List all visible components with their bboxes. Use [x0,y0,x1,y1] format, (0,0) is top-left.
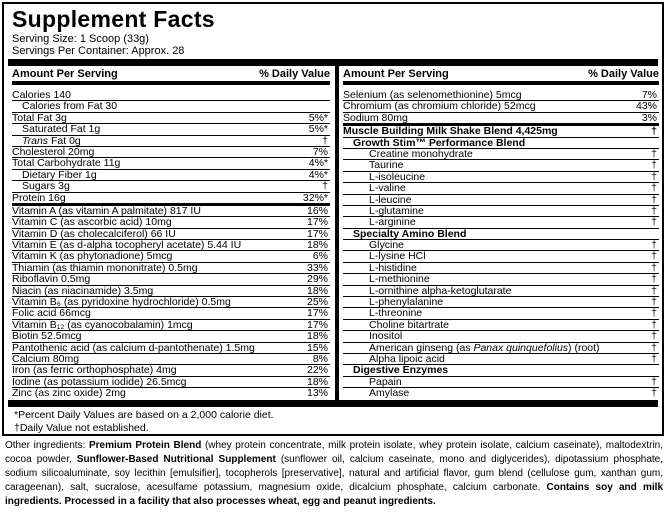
nutrient-name: L-isoleucine [369,170,426,183]
daily-value: † [651,250,657,263]
daily-value: 22% [306,364,328,377]
left-header [12,68,330,85]
nutrient-row [12,388,330,398]
daily-value: 5%* [308,111,328,124]
daily-value: † [651,204,657,217]
daily-value: 17% [306,227,328,240]
nutrient-name: Thiamin (as thiamin mononitrate) 0.5mg [12,261,198,274]
daily-value [328,101,330,111]
nutrient-row [343,217,659,228]
nutrient-row [12,217,330,228]
daily-value: 4%* [308,157,328,170]
daily-value: † [651,296,657,309]
nutrient-name: Growth Stim™ Performance Blend [353,136,526,149]
nutrient-row [343,388,659,398]
allergen-statement: Contains soy and milk ingredients. Processed in a facility that also processes wheat, egg and peanut ingredients. [5,482,664,507]
daily-value [657,229,659,239]
nutrient-name: Amylase [369,387,410,400]
daily-value: † [651,341,657,354]
nutrient-name: L-phenylalanine [369,296,444,309]
daily-value: 16% [306,204,328,217]
nutrient-name: L-ornithine alpha-ketoglutarate [369,284,512,297]
daily-value [328,90,330,100]
thick-divider [8,400,658,407]
daily-value: † [651,387,657,400]
daily-value-label: % Daily Value [588,68,659,80]
thick-divider [8,59,658,66]
daily-value: 18% [306,284,328,297]
nutrient-name: Iodine (as potassium iodide) 26.5mcg [12,375,187,388]
nutrient-name: Saturated Fat 1g [22,123,101,136]
nutrient-name: L-lysine HCl [369,250,426,263]
nutrient-row [12,124,330,135]
nutrient-name: Trans Fat 0g [22,134,81,147]
left-column [12,68,330,399]
nutrient-name: Specialty Amino Blend [353,227,467,240]
daily-value: † [651,261,657,274]
nutrient-name: Taurine [369,159,404,172]
nutrient-name: L-glutamine [369,204,424,217]
daily-value [657,365,659,375]
daily-value: † [651,284,657,297]
nutrient-name: Vitamin C (as ascorbic acid) 10mg [12,216,172,229]
nutrient-name: Vitamin E (as d-alpha tocopheryl acetate) 5.44 IU [12,239,242,252]
nutrient-name: Muscle Building Milk Shake Blend 4,425mg [343,125,558,138]
nutrient-name: Calories from Fat 30 [22,100,118,113]
daily-value: 18% [306,330,328,343]
nutrient-name: Zinc (as zinc oxide) 2mg [12,387,126,400]
nutrient-name: Vitamin B₁₂ (as cyanocobalamin) 1mcg [12,318,193,331]
daily-value: † [651,170,657,183]
nutrient-name: Vitamin K (as phytonadione) 5mcg [12,250,173,263]
servings-per-container: Servings Per Container: Approx. 28 [12,45,185,57]
nutrient-name: Vitamin B₆ (as pyridoxine hydrochloride) 0.5mg [12,296,231,309]
nutrient-row [12,331,330,342]
nutrient-name: Cholesterol 20mg [12,145,95,158]
nutrient-name: L-threonine [369,307,423,320]
nutrient-name: Total Fat 3g [12,111,67,124]
daily-value: 25% [306,296,328,309]
daily-value [657,138,659,148]
daily-value: † [651,330,657,343]
nutrient-name: Dietary Fiber 1g [22,168,97,181]
nutrient-name: L-histidine [369,261,417,274]
right-ingredient-list [343,90,659,399]
daily-value: 13% [306,387,328,400]
daily-value: † [651,193,657,206]
nutrient-name: Biotin 52.5mcg [12,330,82,343]
nutrient-name: Vitamin A (as vitamin A palmitate) 817 IU [12,204,201,217]
nutrient-row [343,126,659,137]
nutrient-name: Chromium (as chromium chloride) 52mcg [343,100,536,113]
nutrient-name: Iron (as ferric orthophosphate) 4mg [12,364,177,377]
nutrient-name: Selenium (as selenomethionine) 5mcg [343,89,522,101]
nutrient-name: Niacin (as niacinamide) 3.5mg [12,284,154,297]
daily-value: 43% [635,100,657,113]
left-nutrient-list [12,90,330,399]
nutrient-name: Choline bitartrate [369,318,449,331]
footnote-not-established: †Daily Value not established. [14,422,149,434]
daily-value: † [651,375,657,388]
footnote-daily-values: *Percent Daily Values are based on a 2,000 calorie diet. [14,409,274,421]
other-ingredients: Other ingredients: Premium Protein Blend (whey protein concentrate, milk protein isolate, whey protein isolate, calcium caseinate), maltodextrin, cocoa powder, Sunflower-Based Nutritional Supplement (sunflower oil, calcium caseinate, mono and diglycerides), dipotassium phosphate, sodium silicoaluminate, soy lecithin [emulsifier], tocopherols [preservative], natural and artificial flavor, gum blend (cellulose gum, xanthan gum, carageenan), salt, sucralose, acesulfame potassium, magnesium oxide, dicalcium phosphate, calcium carbonate. Contains soy and milk ingredients. Processed in a facility that also processes wheat, egg and peanut ingredients. [5,440,664,507]
nutrient-name: L-methionine [369,273,430,286]
daily-value-label: % Daily Value [259,68,330,80]
nutrient-name: Protein 16g [12,191,66,204]
nutrient-row [12,274,330,285]
daily-value: † [651,216,657,229]
nutrient-row [343,113,659,126]
nutrient-name: Pantothenic acid (as calcium d-pantothenate) 1.5mg [12,341,255,354]
nutrient-name: L-arginine [369,216,416,229]
nutrient-name: Calcium 80mg [12,352,80,365]
nutrient-name: Calories 140 [12,89,71,101]
blend-name: Sunflower-Based Nutritional Supplement [76,454,276,465]
daily-value: † [651,239,657,252]
nutrient-name: American ginseng (as Panax quinquefolius) (root) [369,341,600,354]
daily-value: † [651,273,657,286]
daily-value: † [651,318,657,331]
blend-name: Premium Protein Blend [89,440,202,451]
nutrient-row [12,193,330,206]
daily-value: 6% [312,250,328,263]
daily-value: † [651,147,657,160]
amount-per-serving-label: Amount Per Serving [343,68,449,80]
daily-value: † [651,352,657,365]
nutrient-name: Papain [369,375,402,388]
panel-title: Supplement Facts [12,6,215,32]
nutrient-name: Alpha lipoic acid [369,352,445,365]
nutrient-name: Creatine monohydrate [369,147,473,160]
daily-value: 7% [312,145,328,158]
right-column [343,68,659,399]
daily-value: 29% [306,273,328,286]
daily-value: † [651,125,657,138]
column-divider [335,62,339,404]
daily-value: 15% [306,341,328,354]
nutrient-name: Glycine [369,239,405,252]
daily-value: † [322,134,328,147]
daily-value: 3% [641,111,657,124]
daily-value: 17% [306,318,328,331]
nutrient-name: Vitamin D (as cholecalciferol) 66 IU [12,227,176,240]
daily-value: 8% [312,352,328,365]
daily-value: 33% [306,261,328,274]
nutrient-name: Riboflavin 0.5mg [12,273,91,286]
daily-value: 18% [306,375,328,388]
daily-value: † [651,159,657,172]
daily-value: 4%* [308,168,328,181]
daily-value: † [651,182,657,195]
daily-value: 18% [306,239,328,252]
daily-value: 32%* [302,191,328,204]
nutrient-name: L-leucine [369,193,412,206]
supplement-facts-panel [2,2,664,436]
nutrient-row [12,181,330,192]
nutrient-row [343,183,659,194]
nutrient-name: Total Carbohydrate 11g [12,157,121,170]
daily-value: 5%* [308,123,328,136]
nutrient-name: Digestive Enzymes [353,364,449,377]
daily-value: 17% [306,307,328,320]
nutrient-name: Folic acid 66mcg [12,307,91,320]
daily-value: † [322,180,328,193]
nutrient-name: Sodium 80mg [343,111,408,124]
nutrient-name: L-valine [369,182,406,195]
daily-value: † [651,307,657,320]
amount-per-serving-label: Amount Per Serving [12,68,118,80]
serving-size: Serving Size: 1 Scoop (33g) [12,33,149,45]
nutrient-name: Sugars 3g [22,180,70,193]
right-header [343,68,659,85]
nutrient-name: Inositol [369,330,403,343]
nutrient-row [343,274,659,285]
daily-value: 7% [641,89,657,101]
daily-value: 17% [306,216,328,229]
